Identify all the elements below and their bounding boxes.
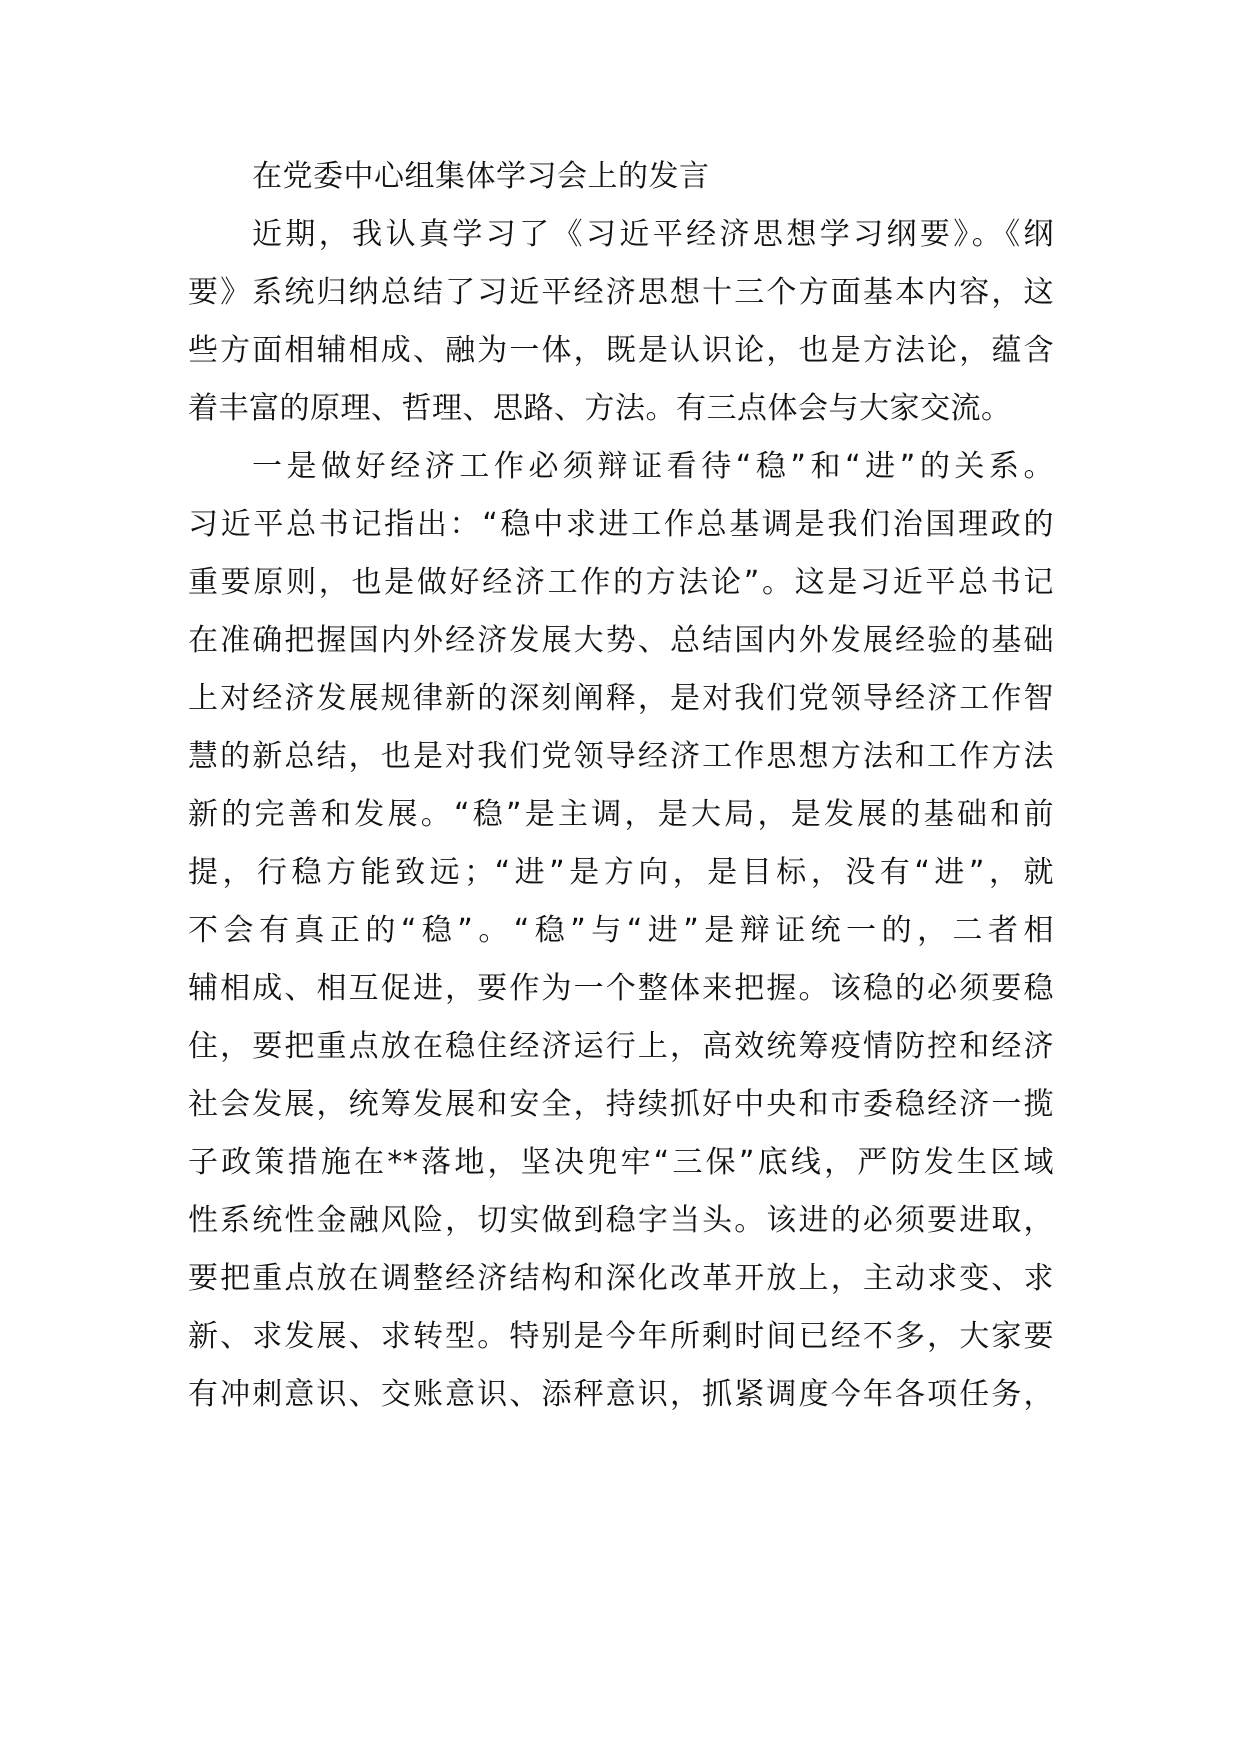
paragraph-line: 新、求发展、求转型。特别是今年所剩时间已经不多，大家要 bbox=[188, 1319, 1054, 1354]
paragraph-line: 些方面相辅相成、融为一体，既是认识论，也是方法论，蕴含 bbox=[188, 333, 1054, 368]
paragraph-line: 要》系统归纳总结了习近平经济思想十三个方面基本内容，这 bbox=[188, 275, 1054, 310]
paragraph-line: 重要原则，也是做好经济工作的方法论”。这是习近平总书记 bbox=[188, 565, 1054, 600]
paragraph-line: 上对经济发展规律新的深刻阐释，是对我们党领导经济工作智 bbox=[188, 681, 1054, 716]
paragraph-line: 要把重点放在调整经济结构和深化改革开放上，主动求变、求 bbox=[188, 1261, 1054, 1296]
paragraph-line: 提，行稳方能致远；“进”是方向，是目标，没有“进”，就 bbox=[188, 855, 1054, 890]
paragraph-line: 着丰富的原理、哲理、思路、方法。有三点体会与大家交流。 bbox=[188, 391, 1012, 426]
paragraph-line: 性系统性金融风险，切实做到稳字当头。该进的必须要进取， bbox=[188, 1203, 1054, 1238]
paragraph-line: 近期，我认真学习了《习近平经济思想学习纲要》。《纲 bbox=[252, 217, 1054, 252]
paragraph-line: 子政策措施在**落地，坚决兜牢“三保”底线，严防发生区域 bbox=[188, 1145, 1054, 1180]
paragraph-line: 一是做好经济工作必须辩证看待“稳”和“进”的关系。 bbox=[252, 449, 1054, 484]
paragraph-line: 慧的新总结，也是对我们党领导经济工作思想方法和工作方法 bbox=[188, 739, 1054, 774]
paragraph-line: 新的完善和发展。“稳”是主调，是大局，是发展的基础和前 bbox=[188, 797, 1054, 832]
paragraph-line: 辅相成、相互促进，要作为一个整体来把握。该稳的必须要稳 bbox=[188, 971, 1054, 1006]
paragraph-line: 不会有真正的“稳”。“稳”与“进”是辩证统一的，二者相 bbox=[188, 913, 1054, 948]
document-title: 在党委中心组集体学习会上的发言 bbox=[252, 159, 710, 194]
paragraph-line: 住，要把重点放在稳住经济运行上，高效统筹疫情防控和经济 bbox=[188, 1029, 1054, 1064]
paragraph-line: 在准确把握国内外经济发展大势、总结国内外发展经验的基础 bbox=[188, 623, 1054, 658]
paragraph-line: 社会发展，统筹发展和安全，持续抓好中央和市委稳经济一揽 bbox=[188, 1087, 1054, 1122]
paragraph-line: 习近平总书记指出：“稳中求进工作总基调是我们治国理政的 bbox=[188, 507, 1054, 542]
paragraph-line: 有冲刺意识、交账意识、添秤意识，抓紧调度今年各项任务， bbox=[188, 1377, 1054, 1412]
